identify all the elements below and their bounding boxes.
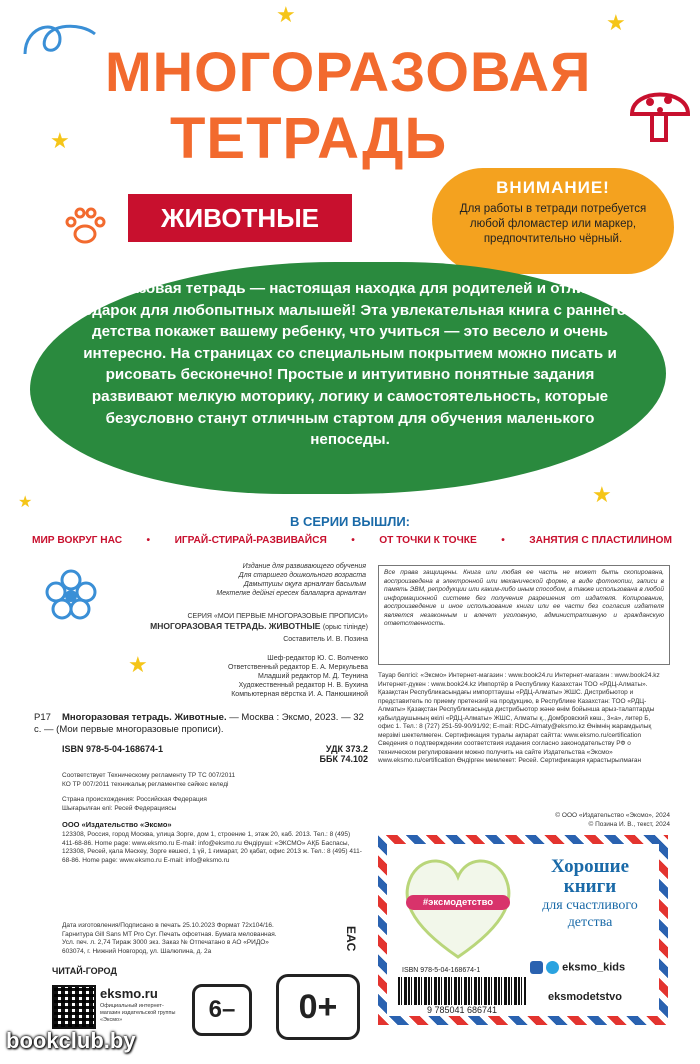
age-badge-0: 0+ bbox=[276, 974, 360, 1040]
slogan-line: детства bbox=[567, 915, 613, 930]
qr-code bbox=[52, 985, 96, 1029]
series-list: МИР ВОКРУГ НАС • ИГРАЙ-СТИРАЙ-РАЗВИВАЙСЯ • ОТ ТОЧКИ К ТОЧКЕ • ЗАНЯТИЯ С ПЛАСТИЛИНОМ bbox=[32, 535, 672, 546]
promo-card bbox=[378, 835, 668, 1025]
description-text: Многоразовая тетрадь — настоящая находка для родителей и отличный подарок для любопытных малышей! Эта увлекательная книга с раннего детства покажет вашему ребенку, что учиться — это весело и очень интересно. На страницах со специальным покрытием можно писать и рисовать бесконечно! Простые и интуитивно понятные задания развивают мелкую моторику, логику и самостоятельность, которые безусловно станут отличным стартом для обучения маленького непоседы. bbox=[73, 280, 627, 449]
purpose-line: Для старшего дошкольного возраста bbox=[238, 572, 366, 579]
editor-line: Шеф-редактор Ю. С. Волченко bbox=[267, 655, 368, 662]
purpose-line: Издание для развивающего обучения bbox=[242, 563, 366, 570]
heart-tag: #эксмодетство bbox=[406, 895, 510, 910]
bib-rest: — Москва : Эксмо, 2023. — 32 с. — (Мои первые многоразовые прописи). bbox=[34, 712, 364, 735]
imprint-editors bbox=[170, 654, 368, 699]
tr-line: Соответствует Техническому регламенту ТР ТС 007/2011 bbox=[62, 772, 236, 779]
subtitle-badge: ЖИВОТНЫЕ bbox=[128, 194, 352, 242]
barcode bbox=[398, 977, 526, 1005]
origin-line: Шығарылған елі: Ресей Федерациясы bbox=[62, 804, 177, 812]
slogan-line: книги bbox=[563, 876, 617, 897]
bookclub-watermark: bookclub.by bbox=[6, 1028, 136, 1053]
editor-line: Художественный редактор Н. В. Бухина bbox=[238, 682, 368, 689]
eksmo-subtext: Официальный интернет-магазин издательской группы «Эксмо» bbox=[100, 1003, 176, 1023]
series-line: СЕРИЯ «МОИ ПЕРВЫЕ МНОГОРАЗОВЫЕ ПРОПИСИ» bbox=[187, 613, 368, 620]
copyright bbox=[440, 812, 670, 829]
card-isbn: ISBN 978-5-04-168674-1 bbox=[402, 967, 481, 974]
telegram-icon bbox=[546, 961, 559, 974]
barcode-digits: 9 785041 686741 bbox=[398, 1005, 526, 1015]
star-icon: ★ bbox=[606, 10, 626, 35]
star-icon: ★ bbox=[18, 494, 33, 511]
purpose-line: Дамытушы оқуға арналған басылым bbox=[243, 581, 366, 588]
tr-line: КО ТР 007/2011 техникалық регламентке сәйкес келеді bbox=[62, 780, 229, 788]
publisher: ООО «Издательство «Эксмо» bbox=[62, 820, 172, 829]
vk-icon bbox=[530, 961, 543, 974]
eac-mark: EAC bbox=[344, 926, 358, 952]
bib-title: Многоразовая тетрадь. Животные. bbox=[62, 712, 227, 723]
udk: УДК 373.2 bbox=[325, 744, 368, 754]
bib-code: Р17 bbox=[34, 712, 51, 723]
paw-icon bbox=[60, 200, 110, 250]
chitai-gorod-logo: ЧИТАЙ-ГОРОД bbox=[52, 966, 117, 976]
eksmo-logo: eksmo.ru bbox=[100, 986, 158, 1001]
mushroom-icon bbox=[628, 80, 692, 150]
warning-box bbox=[432, 168, 674, 274]
editor-line: Ответственный редактор Е. А. Меркульева bbox=[227, 664, 368, 671]
editor-line: Младший редактор М. Д. Теунина bbox=[258, 673, 368, 680]
tech-regulation bbox=[62, 772, 362, 789]
imprint-purpose bbox=[196, 562, 366, 598]
series-item: ИГРАЙ-СТИРАЙ-РАЗВИВАЙСЯ bbox=[174, 535, 327, 546]
social-handle-2: eksmodetstvo bbox=[548, 991, 622, 1003]
origin-line: Страна происхождения: Российская Федерация bbox=[62, 796, 207, 803]
origin bbox=[62, 796, 362, 813]
good-books-slogan bbox=[526, 857, 654, 931]
distribution-info: Тауар белгісі: «Эксмо» Интернет-магазин : www.book24.ru Интернет-магазин : www.book24.kz Интернет-дүкен : www.book24.kz Импортёр в Республику Казахстан ТОО «РДЦ-Алматы». Қазақстан Республикасындағы импорттаушы «РДЦ-Алматы» ЖШС. Дистрибьютор и представитель по приему претензий на продукцию, в Республике Казахстан: ТОО «РДЦ-Алматы» Қазақстан Республикасында дистрибьютор және өнім бойынша арыз-талаптарды қабылдаушының өкілі «РДЦ-Алматы» ЖШС, Алматы қ., Домбровский көш., 3«а», литер Б, офис 1. Тел.: 8 (727) 251-59-90/91/92; E-mail: RDC-Almaty@eksmo.kz Өнімнің жарамдылық мерзімі шектелмеген. Сертификация туралы ақпарат сайтта: www.eksmo.ru/certification Сведения о подтверждении соответствия издания согласно законодательству РФ о техническом регулировании можно получить на сайте Издательства «Эксмо» www.eksmo.ru/certification Өндірген мемлекет: Ресей. Сертификация қарастырылмаған bbox=[378, 672, 660, 764]
bbk: ББК 74.102 bbox=[319, 754, 368, 764]
star-icon: ★ bbox=[50, 128, 70, 153]
swirl-icon bbox=[20, 14, 100, 64]
bib-record bbox=[34, 712, 368, 736]
purpose-line: Мектепке дейінгі ересек балаларға арналған bbox=[216, 590, 366, 597]
copyright-line: © ООО «Издательство «Эксмо», 2024 bbox=[555, 812, 670, 819]
series-item: ОТ ТОЧКИ К ТОЧКЕ bbox=[379, 535, 477, 546]
series-item: МИР ВОКРУГ НАС bbox=[32, 535, 123, 546]
print-info: Дата изготовления/Подписано в печать 25.10.2023 Формат 72x104/16. Гарнитура Gill Sans MT Pro Cyr. Печать офсетная. Бумага мелованная. Усл. печ. л. 2,74 Тираж 3000 экз. Заказ № Отпечатано в АО «РИДО» 603074, г. Нижний Новгород, ул. Шалюпина, д. 2а bbox=[62, 922, 277, 955]
editor-line: Компьютерная вёрстка И. А. Панюшкиной bbox=[231, 691, 368, 698]
title-line2: ТЕТРАДЬ bbox=[170, 106, 448, 171]
compiler: Составитель И. В. Позина bbox=[283, 636, 368, 643]
social-row bbox=[530, 961, 625, 974]
age-badge-6: 6– bbox=[192, 984, 252, 1036]
series-title: В СЕРИИ ВЫШЛИ: bbox=[289, 514, 410, 529]
book-title: МНОГОРАЗОВАЯ ТЕТРАДЬ. ЖИВОТНЫЕ bbox=[150, 621, 321, 631]
star-icon: ★ bbox=[128, 652, 148, 677]
book-title-kz: (орыс тілінде) bbox=[322, 624, 368, 631]
isbn-line bbox=[62, 744, 368, 764]
star-icon: ★ bbox=[592, 482, 612, 507]
flower-icon bbox=[44, 568, 98, 622]
slogan-line: для счастливого bbox=[542, 898, 638, 913]
warning-title: ВНИМАНИЕ! bbox=[496, 178, 610, 197]
slogan-line: Хорошие bbox=[550, 856, 630, 877]
social-handle: eksmo_kids bbox=[562, 961, 626, 974]
imprint-series bbox=[100, 612, 368, 644]
warning-text: Для работы в тетради потребуется любой фломастер или маркер, предпочтительно чёрный. bbox=[459, 203, 647, 245]
publisher-address: 123308, Россия, город Москва, улица Зорге, дом 1, строение 1, этаж 20, каб. 2013. Тел.: 8 (495) 411-68-86. Home page: www.eksmo.ru E-mail: info@eksmo.ru Өндіруші: «ЭКСМО» АҚБ Баспасы, 123308, Ресей, қала Мәскеу, Зорге көшесі, 1 үй, 1 ғимарат, 20 қабат, офис 2013 ж. Тел.: 8 (495) 411-68-86. Home page: www.eksmo.ru E-mail: info@eksmo.ru bbox=[62, 831, 362, 864]
rights-notice: Все права защищены. Книга или любая ее часть не может быть скопирована, воспроизведена в электронной или механической форме, в виде фотокопии, записи в память ЭВМ, репродукции или каким-либо иным способом, а также использована в любой информационной системе без получения разрешения от издателя. Копирование, воспроизведение и иное использование книги или ее части без согласия издателя является незаконным и влечет уголовную, административную и гражданскую ответственность. bbox=[378, 565, 670, 665]
star-icon: ★ bbox=[276, 2, 296, 27]
series-item: ЗАНЯТИЯ С ПЛАСТИЛИНОМ bbox=[529, 535, 672, 546]
title-line1: МНОГОРАЗОВАЯ bbox=[105, 40, 592, 103]
copyright-line: © Позина И. В., текст, 2024 bbox=[588, 820, 670, 828]
isbn: ISBN 978-5-04-168674-1 bbox=[62, 744, 164, 754]
